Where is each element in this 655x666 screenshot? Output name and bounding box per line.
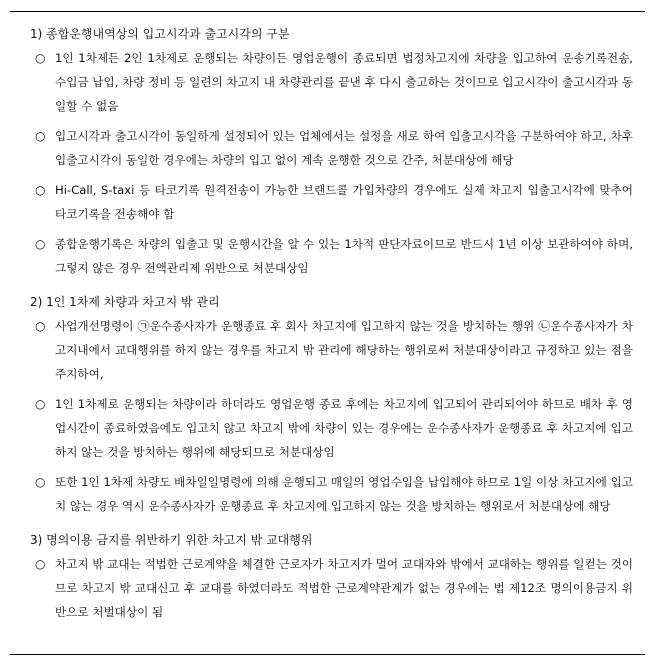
list-item-text: 사업개선명령이 ㉠운수종사자가 운행종료 후 회사 차고지에 입고하지 않는 것을 방치하는 행위 ㉡운수종사자가 차고지내에서 교대행위를 하지 않는 경우를 차고지 밖 관리에 해당하는 행위로써 처분대상이라고 규정하고 있는 점을 주지하여, xyxy=(55,319,633,381)
section-1 xyxy=(10,22,645,280)
list-item xyxy=(10,46,633,118)
list-item xyxy=(10,232,633,280)
list-item xyxy=(10,314,633,386)
bullet-circle-icon: ○ xyxy=(35,51,46,65)
bullet-circle-icon: ○ xyxy=(35,557,46,571)
list-item-text: 1인 1차제로 운행되는 차량이라 하더라도 영업운행 종료 후에는 차고지에 입고되어 관리되어야 하므로 배차 후 영업시간이 종료하였음에도 입고치 않고 차고지 밖에 차량이 있는 경우에는 운수종사자가 운행종료 후 차고지에 입고하지 않는 것을 방치하는 행위에 해당되므로 처분대상임 xyxy=(55,397,633,459)
section-2 xyxy=(10,290,645,518)
document-body xyxy=(10,22,645,630)
bullet-circle-icon: ○ xyxy=(35,319,46,333)
list-item-text: 또한 1인 1차제 차량도 배차일일명령에 의해 운행되고 매일의 영업수입을 납입해야 하므로 1일 이상 차고지에 입고치 않는 경우 역시 운수종사자가 운행종료 후 차고지에 입고하지 않는 것을 방치하는 행위로서 처분대상에 해당 xyxy=(55,475,633,513)
list-item-text: 차고지 밖 교대는 적법한 근로계약을 체결한 근로자가 차고지가 멀어 교대자와 밖에서 교대하는 행위를 일컫는 것이므로 차고지 밖 교대신고 후 교대를 하였더라도 적법한 근로계약관계가 없는 경우에는 법 제12조 명의이용금지 위반으로 처벌대상이 됨 xyxy=(55,557,633,619)
bottom-rule xyxy=(10,654,645,655)
top-rule xyxy=(10,11,645,12)
bullet-circle-icon: ○ xyxy=(35,237,46,251)
bullet-circle-icon: ○ xyxy=(35,475,46,489)
bullet-circle-icon: ○ xyxy=(35,397,46,411)
list-item-text: 1인 1차제든 2인 1차제로 운행되는 차량이든 영업운행이 종료되면 법정차고지에 차량을 입고하여 운송기록전송, 수입금 납입, 차량 정비 등 일련의 차고지 내 차량관리를 끝낸 후 다시 출고하는 것이므로 입고시각이 출고시각과 동일할 수 없음 xyxy=(55,51,633,113)
list-item xyxy=(10,124,633,172)
list-item xyxy=(10,552,633,624)
list-item xyxy=(10,470,633,518)
bullet-circle-icon: ○ xyxy=(35,129,46,143)
list-item xyxy=(10,178,633,226)
list-item xyxy=(10,392,633,464)
section-title: 3) 명의이용 금지를 위반하기 위한 차고지 밖 교대행위 xyxy=(30,533,313,547)
list-item-text: Hi-Call, S-taxi 등 타코기록 원격전송이 가능한 브랜드콜 가입차량의 경우에도 실제 차고지 입출고시각에 맞추어 타코기록을 전송해야 함 xyxy=(55,183,633,221)
list-item-text: 종합운행기록은 차량의 입출고 및 운행시간을 알 수 있는 1차적 판단자료이므로 반드시 1년 이상 보관하여야 하며, 그렇지 않은 경우 전액관리제 위반으로 처분대상임 xyxy=(55,237,634,275)
section-title: 2) 1인 1차제 차량과 차고지 밖 관리 xyxy=(30,295,220,309)
list-item-text: 입고시각과 출고시각이 동일하게 설정되어 있는 업체에서는 설정을 새로 하여 입출고시각을 구분하여야 하고, 차후 입출고시각이 동일한 경우에는 차량의 입고 없이 계속 운행한 것으로 간주, 처분대상에 해당 xyxy=(55,129,633,167)
section-3 xyxy=(10,528,645,624)
section-title: 1) 종합운행내역상의 입고시각과 출고시각의 구분 xyxy=(30,27,290,41)
bullet-circle-icon: ○ xyxy=(35,183,46,197)
